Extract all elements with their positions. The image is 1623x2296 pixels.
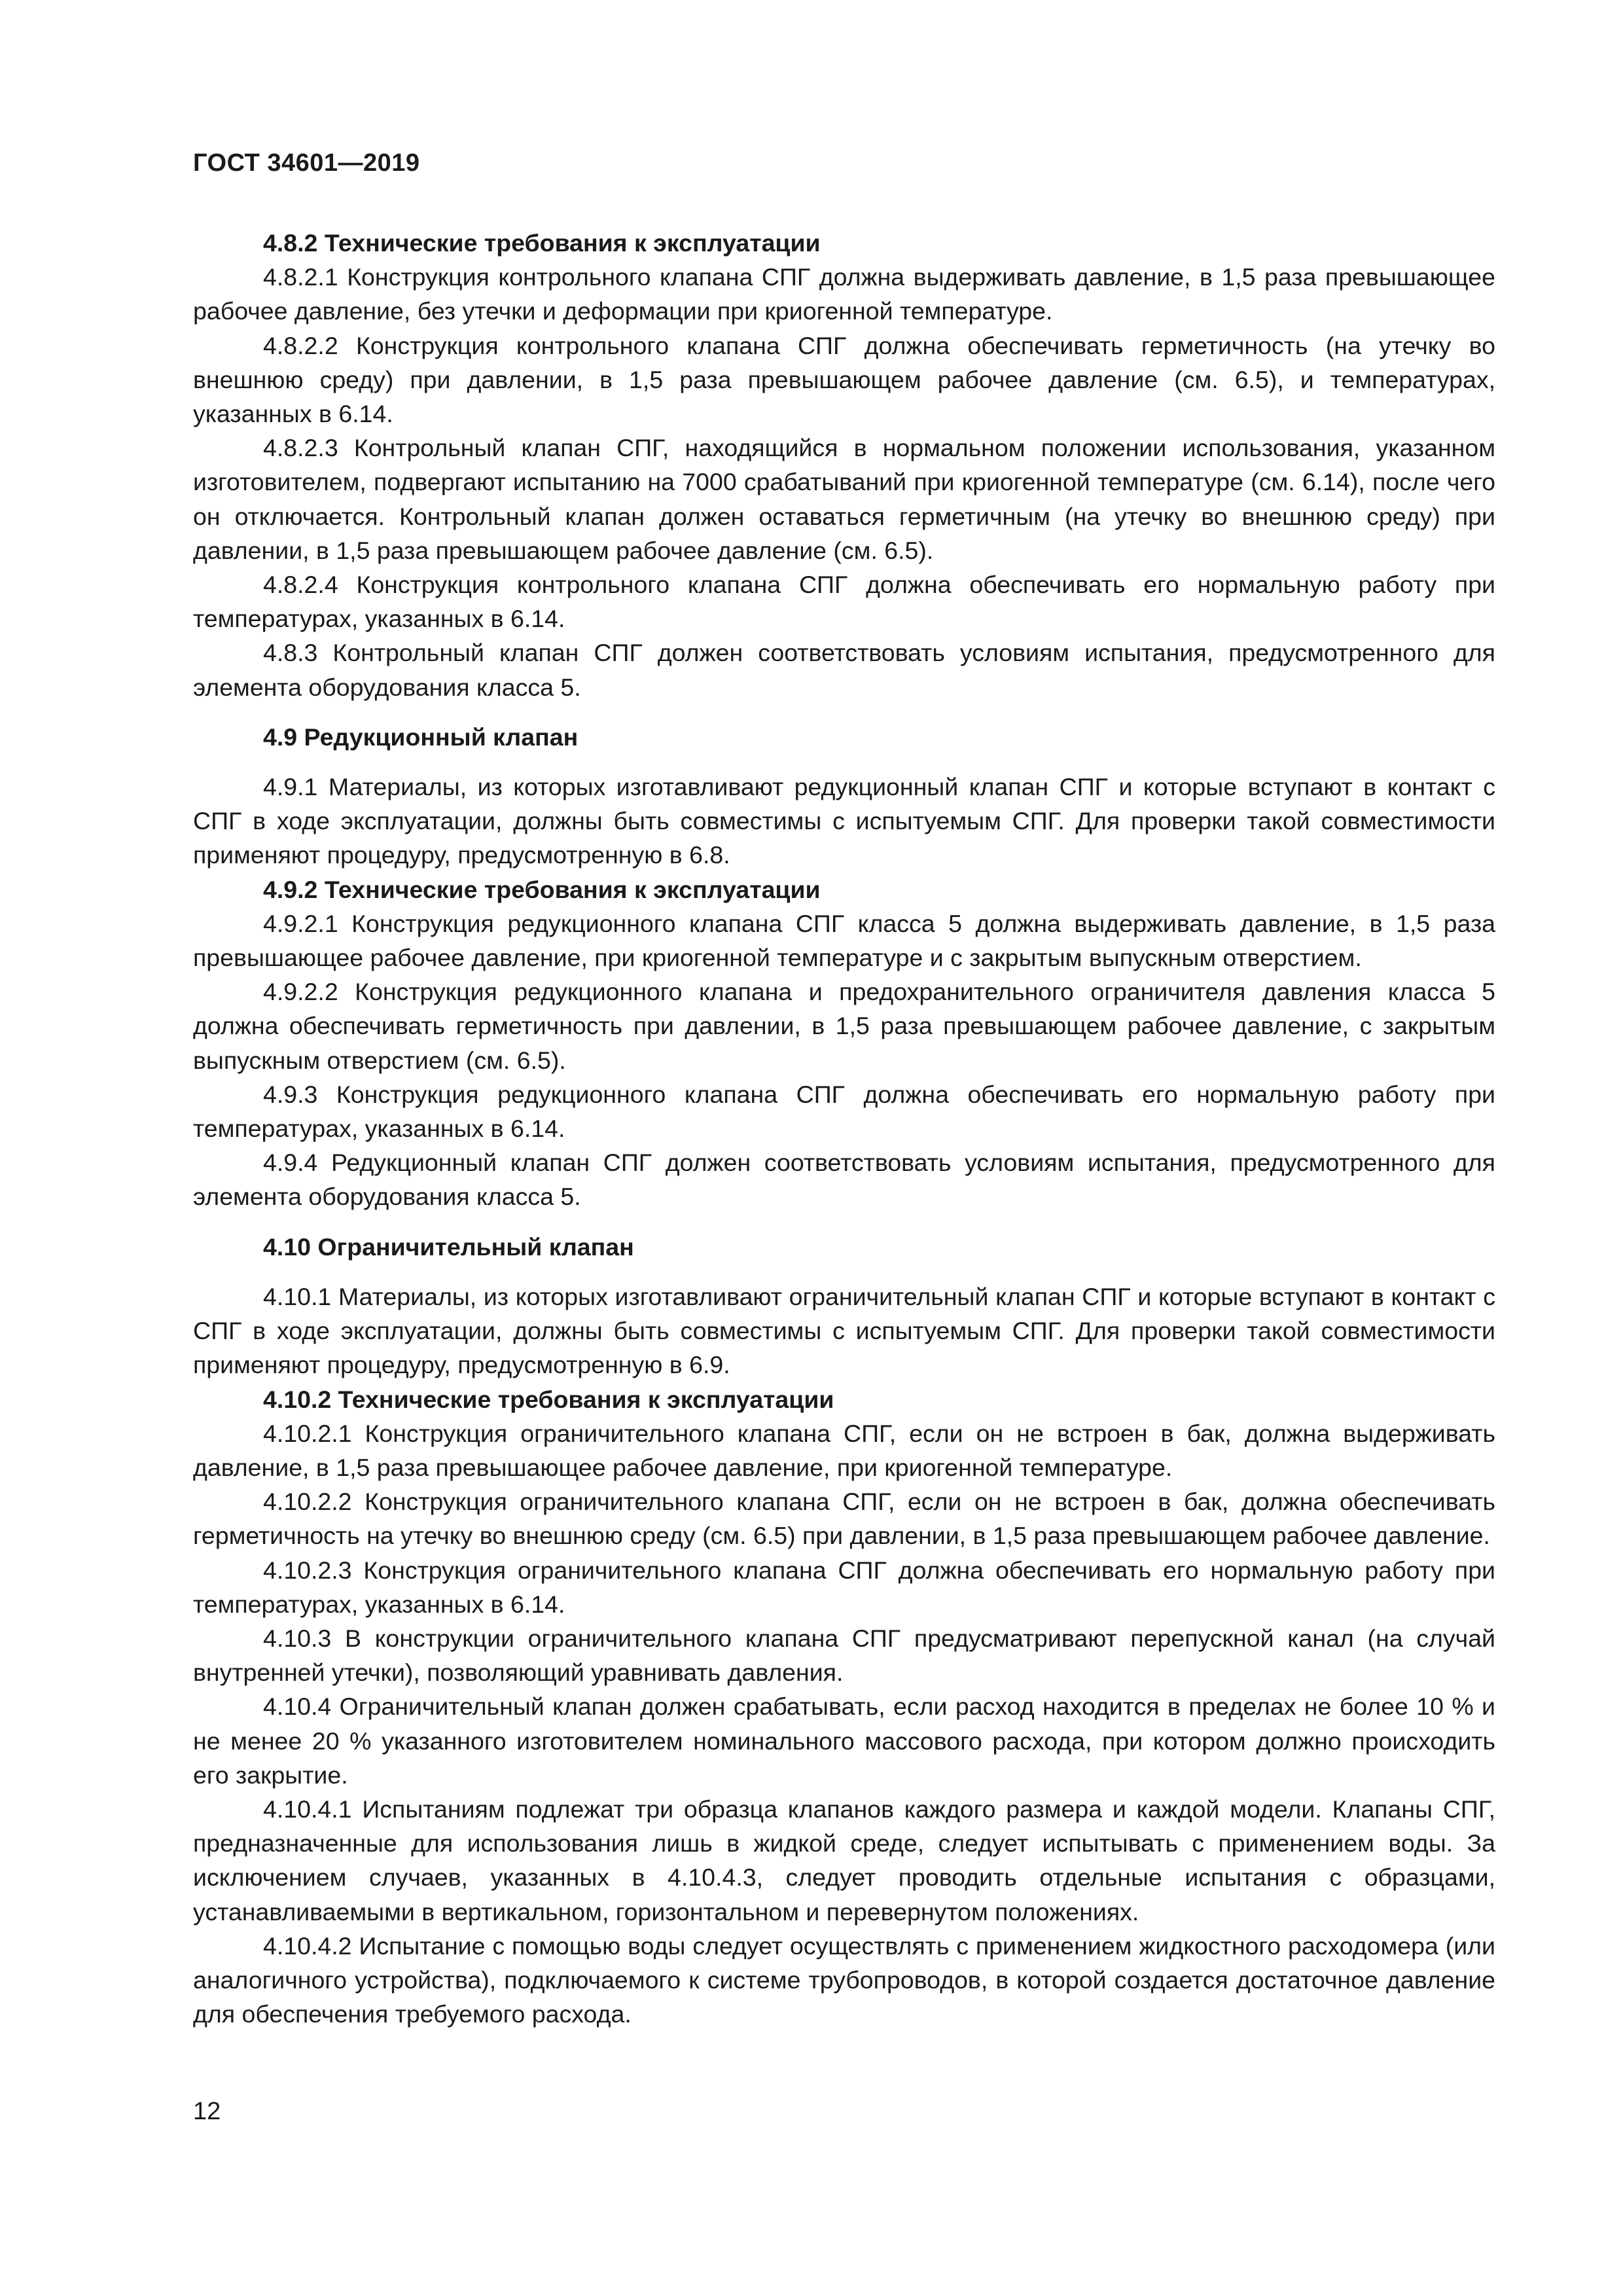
section-heading-4-9-2: 4.9.2 Технические требования к эксплуатации [263, 875, 821, 903]
paragraph-4-8-2-4: 4.8.2.4 Конструкция контрольного клапана СПГ должна обеспечивать его нормальную работу при температурах, указанных в 6.14. [193, 571, 1495, 633]
paragraph-4-10-4-1: 4.10.4.1 Испытаниям подлежат три образца клапанов каждого размера и каждой модели. Клапаны СПГ, предназначенные для использования лишь в жидкой среде, следует испытывать с применением воды. За исключением случаев, указанных в 4.10.4.3, следует проводить отдельные испытания с образцами, устанавливаемыми в вертикальном, горизонтальном и перевернутом положениях. [193, 1795, 1495, 1926]
document-header: ГОСТ 34601—2019 [193, 149, 420, 177]
page-number: 12 [193, 2098, 221, 2125]
paragraph-4-8-3: 4.8.3 Контрольный клапан СПГ должен соответствовать условиям испытания, предусмотренного для элемента оборудования класса 5. [193, 639, 1495, 701]
paragraph-4-9-2-1: 4.9.2.1 Конструкция редукционного клапана СПГ класса 5 должна выдерживать давление, в 1,5 раза превышающее рабочее давление, при криогенной температуре и с закрытым выпускным отверстием. [193, 909, 1495, 972]
paragraph-4-10-3: 4.10.3 В конструкции ограничительного клапана СПГ предусматривают перепускной канал (на случай внутренней утечки), позволяющий уравнивать давления. [193, 1624, 1495, 1687]
paragraph-4-10-4-2: 4.10.4.2 Испытание с помощью воды следует осуществлять с применением жидкостного расходомера (или аналогичного устройства), подключаемого к системе трубопроводов, в которой создается достаточное давление для обеспечения требуемого расхода. [193, 1931, 1495, 2028]
paragraph-4-8-2-2: 4.8.2.2 Конструкция контрольного клапана СПГ должна обеспечивать герметичность (на утечку во внешнюю среду) при давлении, в 1,5 раза превышающем рабочее давление (см. 6.5), и температурах, указанных в 6.14. [193, 331, 1495, 428]
paragraph-4-9-4: 4.9.4 Редукционный клапан СПГ должен соответствовать условиям испытания, предусмотренного для элемента оборудования класса 5. [193, 1149, 1495, 1211]
section-heading-4-8-2: 4.8.2 Технические требования к эксплуатации [263, 229, 821, 257]
paragraph-4-9-3: 4.9.3 Конструкция редукционного клапана СПГ должна обеспечивать его нормальную работу при температурах, указанных в 6.14. [193, 1080, 1495, 1143]
section-heading-4-9: 4.9 Редукционный клапан [263, 723, 579, 751]
paragraph-4-10-4: 4.10.4 Ограничительный клапан должен срабатывать, если расход находится в пределах не более 10 % и не менее 20 % указанного изготовителем номинального массового расхода, при котором должно происходить его закрытие. [193, 1693, 1495, 1789]
paragraph-4-10-2-2: 4.10.2.2 Конструкция ограничительного клапана СПГ, если он не встроен в бак, должна обеспечивать герметичность на утечку во внешнюю среду (см. 6.5) при давлении, в 1,5 раза превышающем рабочее давление. [193, 1488, 1495, 1550]
paragraph-4-8-2-1: 4.8.2.1 Конструкция контрольного клапана СПГ должна выдерживать давление, в 1,5 раза превышающее рабочее давление, без утечки и деформации при криогенной температуре. [193, 263, 1495, 325]
paragraph-4-8-2-3: 4.8.2.3 Контрольный клапан СПГ, находящийся в нормальном положении использования, указанном изготовителем, подвергают испытанию на 7000 срабатываний при криогенной температуре (см. 6.14), после чего он отключается. Контрольный клапан должен оставаться герметичным (на утечку во внешнюю среду) при давлении, в 1,5 раза превышающем рабочее давление (см. 6.5). [193, 434, 1495, 564]
paragraph-4-9-1: 4.9.1 Материалы, из которых изготавливают редукционный клапан СПГ и которые вступают в контакт с СПГ в ходе эксплуатации, должны быть совместимы с испытуемым СПГ. Для проверки такой совместимости применяют процедуру, предусмотренную в 6.8. [193, 773, 1495, 869]
document-body [193, 226, 1495, 2031]
paragraph-4-10-2-3: 4.10.2.3 Конструкция ограничительного клапана СПГ должна обеспечивать его нормальную работу при температурах, указанных в 6.14. [193, 1556, 1495, 1618]
section-heading-4-10: 4.10 Ограничительный клапан [263, 1232, 634, 1261]
paragraph-4-10-2-1: 4.10.2.1 Конструкция ограничительного клапана СПГ, если он не встроен в бак, должна выдерживать давление, в 1,5 раза превышающее рабочее давление, при криогенной температуре. [193, 1419, 1495, 1481]
paragraph-4-10-1: 4.10.1 Материалы, из которых изготавливают ограничительный клапан СПГ и которые вступают в контакт с СПГ в ходе эксплуатации, должны быть совместимы с испытуемым СПГ. Для проверки такой совместимости применяют процедуру, предусмотренную в 6.9. [193, 1282, 1495, 1379]
section-heading-4-10-2: 4.10.2 Технические требования к эксплуатации [263, 1385, 834, 1413]
paragraph-4-9-2-2: 4.9.2.2 Конструкция редукционного клапана и предохранительного ограничителя давления класса 5 должна обеспечивать герметичность при давлении, в 1,5 раза превышающем рабочее давление, с закрытым выпускным отверстием (см. 6.5). [193, 978, 1495, 1074]
